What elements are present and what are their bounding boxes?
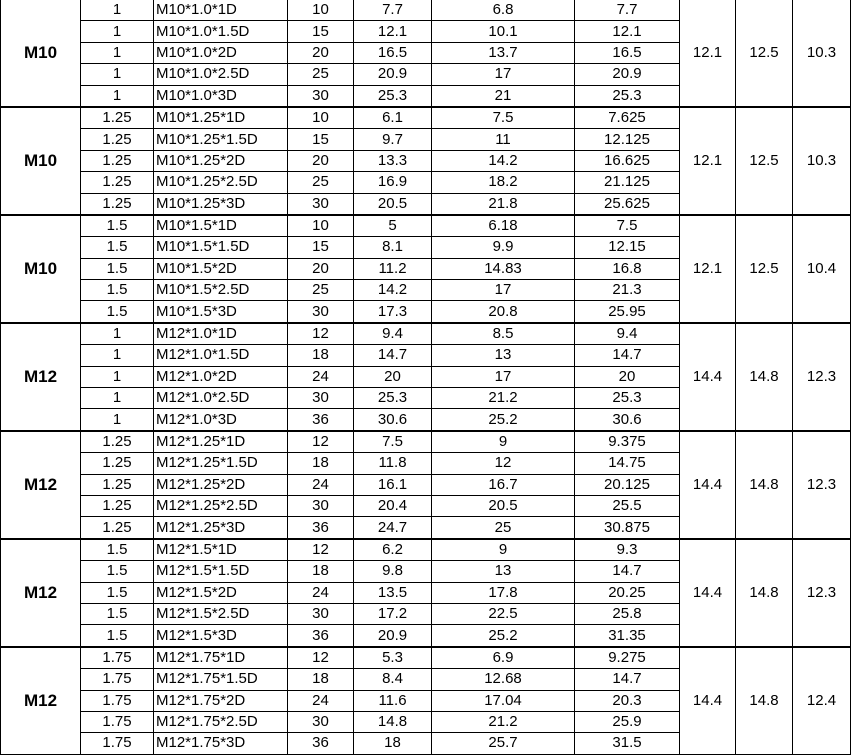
value-b-cell: 17: [432, 366, 575, 387]
max-diameter-cell: 12.5: [736, 107, 793, 215]
value-b-cell: 6.9: [432, 647, 575, 669]
value-a-cell: 8.1: [354, 237, 432, 258]
length-cell: 36: [288, 409, 354, 431]
value-b-cell: 12: [432, 453, 575, 474]
length-cell: 36: [288, 625, 354, 647]
drill-size-cell: 12.1: [680, 0, 736, 107]
thread-size-label: M12: [1, 647, 81, 754]
value-a-cell: 11.8: [354, 453, 432, 474]
spec-cell: M12*1.5*1D: [154, 539, 288, 561]
value-b-cell: 14.2: [432, 150, 575, 171]
spec-cell: M12*1.0*1.5D: [154, 345, 288, 366]
length-cell: 18: [288, 669, 354, 690]
value-a-cell: 18: [354, 733, 432, 754]
spec-cell: M10*1.5*1D: [154, 215, 288, 237]
drill-size-cell: 14.4: [680, 539, 736, 647]
length-cell: 25: [288, 172, 354, 193]
value-a-cell: 17.2: [354, 603, 432, 624]
value-b-cell: 16.7: [432, 474, 575, 495]
pitch-cell: 1.25: [81, 517, 154, 539]
length-cell: 15: [288, 21, 354, 42]
length-cell: 20: [288, 42, 354, 63]
length-cell: 30: [288, 495, 354, 516]
value-a-cell: 20.9: [354, 64, 432, 85]
spec-cell: M10*1.25*3D: [154, 193, 288, 215]
pitch-cell: 1.25: [81, 172, 154, 193]
value-a-cell: 20: [354, 366, 432, 387]
pitch-cell: 1.25: [81, 150, 154, 171]
spec-cell: M12*1.0*2D: [154, 366, 288, 387]
length-cell: 18: [288, 453, 354, 474]
spec-cell: M10*1.25*1D: [154, 107, 288, 129]
thread-size-label: M12: [1, 539, 81, 647]
thread-size-label: M10: [1, 107, 81, 215]
value-c-cell: 30.875: [575, 517, 680, 539]
spec-cell: M12*1.5*2D: [154, 582, 288, 603]
value-a-cell: 6.2: [354, 539, 432, 561]
value-c-cell: 30.6: [575, 409, 680, 431]
spec-cell: M12*1.75*2.5D: [154, 711, 288, 732]
length-cell: 15: [288, 129, 354, 150]
spec-cell: M10*1.5*2.5D: [154, 280, 288, 301]
length-cell: 25: [288, 64, 354, 85]
pitch-cell: 1.75: [81, 733, 154, 754]
length-cell: 30: [288, 301, 354, 323]
value-c-cell: 14.7: [575, 345, 680, 366]
spec-cell: M10*1.25*1.5D: [154, 129, 288, 150]
value-a-cell: 7.7: [354, 0, 432, 21]
value-b-cell: 8.5: [432, 323, 575, 345]
value-b-cell: 20.8: [432, 301, 575, 323]
max-diameter-cell: 12.5: [736, 215, 793, 323]
pitch-cell: 1.75: [81, 690, 154, 711]
value-c-cell: 21.125: [575, 172, 680, 193]
value-a-cell: 7.5: [354, 431, 432, 453]
value-c-cell: 16.5: [575, 42, 680, 63]
pitch-cell: 1.25: [81, 474, 154, 495]
value-a-cell: 5: [354, 215, 432, 237]
length-cell: 20: [288, 258, 354, 279]
value-c-cell: 25.3: [575, 388, 680, 409]
value-b-cell: 17: [432, 64, 575, 85]
value-b-cell: 6.18: [432, 215, 575, 237]
value-b-cell: 9: [432, 539, 575, 561]
pitch-cell: 1.25: [81, 431, 154, 453]
value-c-cell: 14.7: [575, 561, 680, 582]
value-c-cell: 20.9: [575, 64, 680, 85]
value-b-cell: 20.5: [432, 495, 575, 516]
value-a-cell: 12.1: [354, 21, 432, 42]
spec-cell: M12*1.5*2.5D: [154, 603, 288, 624]
length-cell: 20: [288, 150, 354, 171]
value-a-cell: 13.3: [354, 150, 432, 171]
thread-size-label: M10: [1, 215, 81, 323]
value-a-cell: 16.1: [354, 474, 432, 495]
value-b-cell: 25.2: [432, 625, 575, 647]
length-cell: 12: [288, 323, 354, 345]
value-c-cell: 12.1: [575, 21, 680, 42]
length-cell: 30: [288, 85, 354, 107]
value-c-cell: 20.25: [575, 582, 680, 603]
spec-cell: M12*1.75*2D: [154, 690, 288, 711]
spec-cell: M10*1.5*1.5D: [154, 237, 288, 258]
value-b-cell: 18.2: [432, 172, 575, 193]
pitch-cell: 1.25: [81, 453, 154, 474]
value-a-cell: 30.6: [354, 409, 432, 431]
length-cell: 36: [288, 517, 354, 539]
value-c-cell: 25.95: [575, 301, 680, 323]
value-b-cell: 17: [432, 280, 575, 301]
value-b-cell: 21.8: [432, 193, 575, 215]
value-b-cell: 9.9: [432, 237, 575, 258]
spec-cell: M12*1.5*1.5D: [154, 561, 288, 582]
pitch-cell: 1: [81, 323, 154, 345]
pitch-cell: 1.5: [81, 280, 154, 301]
pitch-cell: 1.5: [81, 582, 154, 603]
value-c-cell: 12.125: [575, 129, 680, 150]
min-diameter-cell: 10.3: [793, 0, 851, 107]
length-cell: 25: [288, 280, 354, 301]
spec-cell: M10*1.0*3D: [154, 85, 288, 107]
value-a-cell: 20.4: [354, 495, 432, 516]
spec-cell: M10*1.0*1D: [154, 0, 288, 21]
value-a-cell: 17.3: [354, 301, 432, 323]
length-cell: 10: [288, 0, 354, 21]
value-c-cell: 25.9: [575, 711, 680, 732]
spec-cell: M10*1.0*2D: [154, 42, 288, 63]
value-c-cell: 14.75: [575, 453, 680, 474]
thread-size-label: M12: [1, 323, 81, 431]
pitch-cell: 1: [81, 345, 154, 366]
thread-size-label: M12: [1, 431, 81, 539]
value-c-cell: 20.125: [575, 474, 680, 495]
spec-cell: M12*1.5*3D: [154, 625, 288, 647]
value-a-cell: 9.8: [354, 561, 432, 582]
value-a-cell: 6.1: [354, 107, 432, 129]
length-cell: 30: [288, 603, 354, 624]
pitch-cell: 1.5: [81, 301, 154, 323]
spec-cell: M12*1.0*1D: [154, 323, 288, 345]
spec-cell: M12*1.25*2.5D: [154, 495, 288, 516]
value-a-cell: 13.5: [354, 582, 432, 603]
min-diameter-cell: 12.3: [793, 431, 851, 539]
value-a-cell: 25.3: [354, 388, 432, 409]
length-cell: 30: [288, 388, 354, 409]
value-a-cell: 14.2: [354, 280, 432, 301]
value-b-cell: 21.2: [432, 711, 575, 732]
value-c-cell: 7.5: [575, 215, 680, 237]
value-a-cell: 20.5: [354, 193, 432, 215]
value-c-cell: 25.3: [575, 85, 680, 107]
value-c-cell: 25.625: [575, 193, 680, 215]
value-a-cell: 8.4: [354, 669, 432, 690]
spec-cell: M12*1.75*1.5D: [154, 669, 288, 690]
min-diameter-cell: 10.3: [793, 107, 851, 215]
thread-size-label: M10: [1, 0, 81, 107]
value-b-cell: 25.2: [432, 409, 575, 431]
value-c-cell: 20: [575, 366, 680, 387]
spec-cell: M10*1.0*2.5D: [154, 64, 288, 85]
max-diameter-cell: 14.8: [736, 539, 793, 647]
value-c-cell: 21.3: [575, 280, 680, 301]
pitch-cell: 1.75: [81, 647, 154, 669]
length-cell: 24: [288, 690, 354, 711]
spec-cell: M12*1.25*3D: [154, 517, 288, 539]
table-row: [1, 539, 851, 561]
value-c-cell: 9.3: [575, 539, 680, 561]
max-diameter-cell: 14.8: [736, 647, 793, 754]
value-b-cell: 17.04: [432, 690, 575, 711]
value-a-cell: 14.7: [354, 345, 432, 366]
value-b-cell: 9: [432, 431, 575, 453]
pitch-cell: 1: [81, 409, 154, 431]
drill-size-cell: 14.4: [680, 431, 736, 539]
spec-cell: M12*1.25*1.5D: [154, 453, 288, 474]
value-c-cell: 7.7: [575, 0, 680, 21]
value-c-cell: 9.4: [575, 323, 680, 345]
length-cell: 30: [288, 711, 354, 732]
value-a-cell: 24.7: [354, 517, 432, 539]
drill-size-cell: 12.1: [680, 107, 736, 215]
min-diameter-cell: 12.3: [793, 323, 851, 431]
length-cell: 12: [288, 647, 354, 669]
min-diameter-cell: 10.4: [793, 215, 851, 323]
drill-size-cell: 14.4: [680, 647, 736, 754]
spec-cell: M10*1.5*2D: [154, 258, 288, 279]
min-diameter-cell: 12.4: [793, 647, 851, 754]
length-cell: 18: [288, 561, 354, 582]
max-diameter-cell: 12.5: [736, 0, 793, 107]
table-row: [1, 0, 851, 21]
value-b-cell: 10.1: [432, 21, 575, 42]
value-b-cell: 13: [432, 561, 575, 582]
min-diameter-cell: 12.3: [793, 539, 851, 647]
value-a-cell: 11.2: [354, 258, 432, 279]
value-a-cell: 9.4: [354, 323, 432, 345]
spec-cell: M12*1.0*2.5D: [154, 388, 288, 409]
pitch-cell: 1.5: [81, 625, 154, 647]
length-cell: 15: [288, 237, 354, 258]
pitch-cell: 1.5: [81, 258, 154, 279]
pitch-cell: 1.25: [81, 129, 154, 150]
spec-cell: M10*1.25*2.5D: [154, 172, 288, 193]
value-a-cell: 16.9: [354, 172, 432, 193]
value-b-cell: 21: [432, 85, 575, 107]
value-a-cell: 20.9: [354, 625, 432, 647]
pitch-cell: 1: [81, 85, 154, 107]
pitch-cell: 1: [81, 42, 154, 63]
value-c-cell: 31.5: [575, 733, 680, 754]
value-c-cell: 16.625: [575, 150, 680, 171]
value-c-cell: 31.35: [575, 625, 680, 647]
length-cell: 24: [288, 582, 354, 603]
table-row: [1, 215, 851, 237]
pitch-cell: 1.5: [81, 237, 154, 258]
value-a-cell: 16.5: [354, 42, 432, 63]
value-a-cell: 9.7: [354, 129, 432, 150]
spec-cell: M12*1.0*3D: [154, 409, 288, 431]
value-b-cell: 13: [432, 345, 575, 366]
length-cell: 12: [288, 431, 354, 453]
value-b-cell: 7.5: [432, 107, 575, 129]
value-b-cell: 25: [432, 517, 575, 539]
value-c-cell: 9.375: [575, 431, 680, 453]
pitch-cell: 1.5: [81, 539, 154, 561]
value-a-cell: 5.3: [354, 647, 432, 669]
length-cell: 36: [288, 733, 354, 754]
value-c-cell: 16.8: [575, 258, 680, 279]
value-c-cell: 25.8: [575, 603, 680, 624]
value-c-cell: 7.625: [575, 107, 680, 129]
value-c-cell: 9.275: [575, 647, 680, 669]
drill-size-cell: 14.4: [680, 323, 736, 431]
spec-cell: M10*1.25*2D: [154, 150, 288, 171]
pitch-cell: 1.5: [81, 215, 154, 237]
length-cell: 24: [288, 474, 354, 495]
pitch-cell: 1.5: [81, 603, 154, 624]
length-cell: 18: [288, 345, 354, 366]
table-row: [1, 647, 851, 669]
pitch-cell: 1.75: [81, 711, 154, 732]
pitch-cell: 1: [81, 366, 154, 387]
value-b-cell: 25.7: [432, 733, 575, 754]
drill-size-cell: 12.1: [680, 215, 736, 323]
pitch-cell: 1.25: [81, 193, 154, 215]
spec-cell: M10*1.5*3D: [154, 301, 288, 323]
length-cell: 10: [288, 215, 354, 237]
table-row: [1, 107, 851, 129]
value-b-cell: 12.68: [432, 669, 575, 690]
pitch-cell: 1.25: [81, 495, 154, 516]
spec-cell: M12*1.75*1D: [154, 647, 288, 669]
pitch-cell: 1.75: [81, 669, 154, 690]
spec-cell: M10*1.0*1.5D: [154, 21, 288, 42]
length-cell: 30: [288, 193, 354, 215]
pitch-cell: 1: [81, 388, 154, 409]
value-c-cell: 25.5: [575, 495, 680, 516]
value-b-cell: 13.7: [432, 42, 575, 63]
spec-cell: M12*1.75*3D: [154, 733, 288, 754]
value-c-cell: 12.15: [575, 237, 680, 258]
length-cell: 24: [288, 366, 354, 387]
spec-cell: M12*1.25*2D: [154, 474, 288, 495]
value-b-cell: 21.2: [432, 388, 575, 409]
value-a-cell: 25.3: [354, 85, 432, 107]
value-b-cell: 11: [432, 129, 575, 150]
pitch-cell: 1.25: [81, 107, 154, 129]
value-b-cell: 22.5: [432, 603, 575, 624]
value-c-cell: 14.7: [575, 669, 680, 690]
value-a-cell: 11.6: [354, 690, 432, 711]
spec-cell: M12*1.25*1D: [154, 431, 288, 453]
value-b-cell: 17.8: [432, 582, 575, 603]
value-b-cell: 6.8: [432, 0, 575, 21]
length-cell: 10: [288, 107, 354, 129]
pitch-cell: 1.5: [81, 561, 154, 582]
length-cell: 12: [288, 539, 354, 561]
value-b-cell: 14.83: [432, 258, 575, 279]
pitch-cell: 1: [81, 64, 154, 85]
pitch-cell: 1: [81, 21, 154, 42]
max-diameter-cell: 14.8: [736, 431, 793, 539]
table-row: [1, 323, 851, 345]
pitch-cell: 1: [81, 0, 154, 21]
table-row: [1, 431, 851, 453]
value-c-cell: 20.3: [575, 690, 680, 711]
value-a-cell: 14.8: [354, 711, 432, 732]
max-diameter-cell: 14.8: [736, 323, 793, 431]
